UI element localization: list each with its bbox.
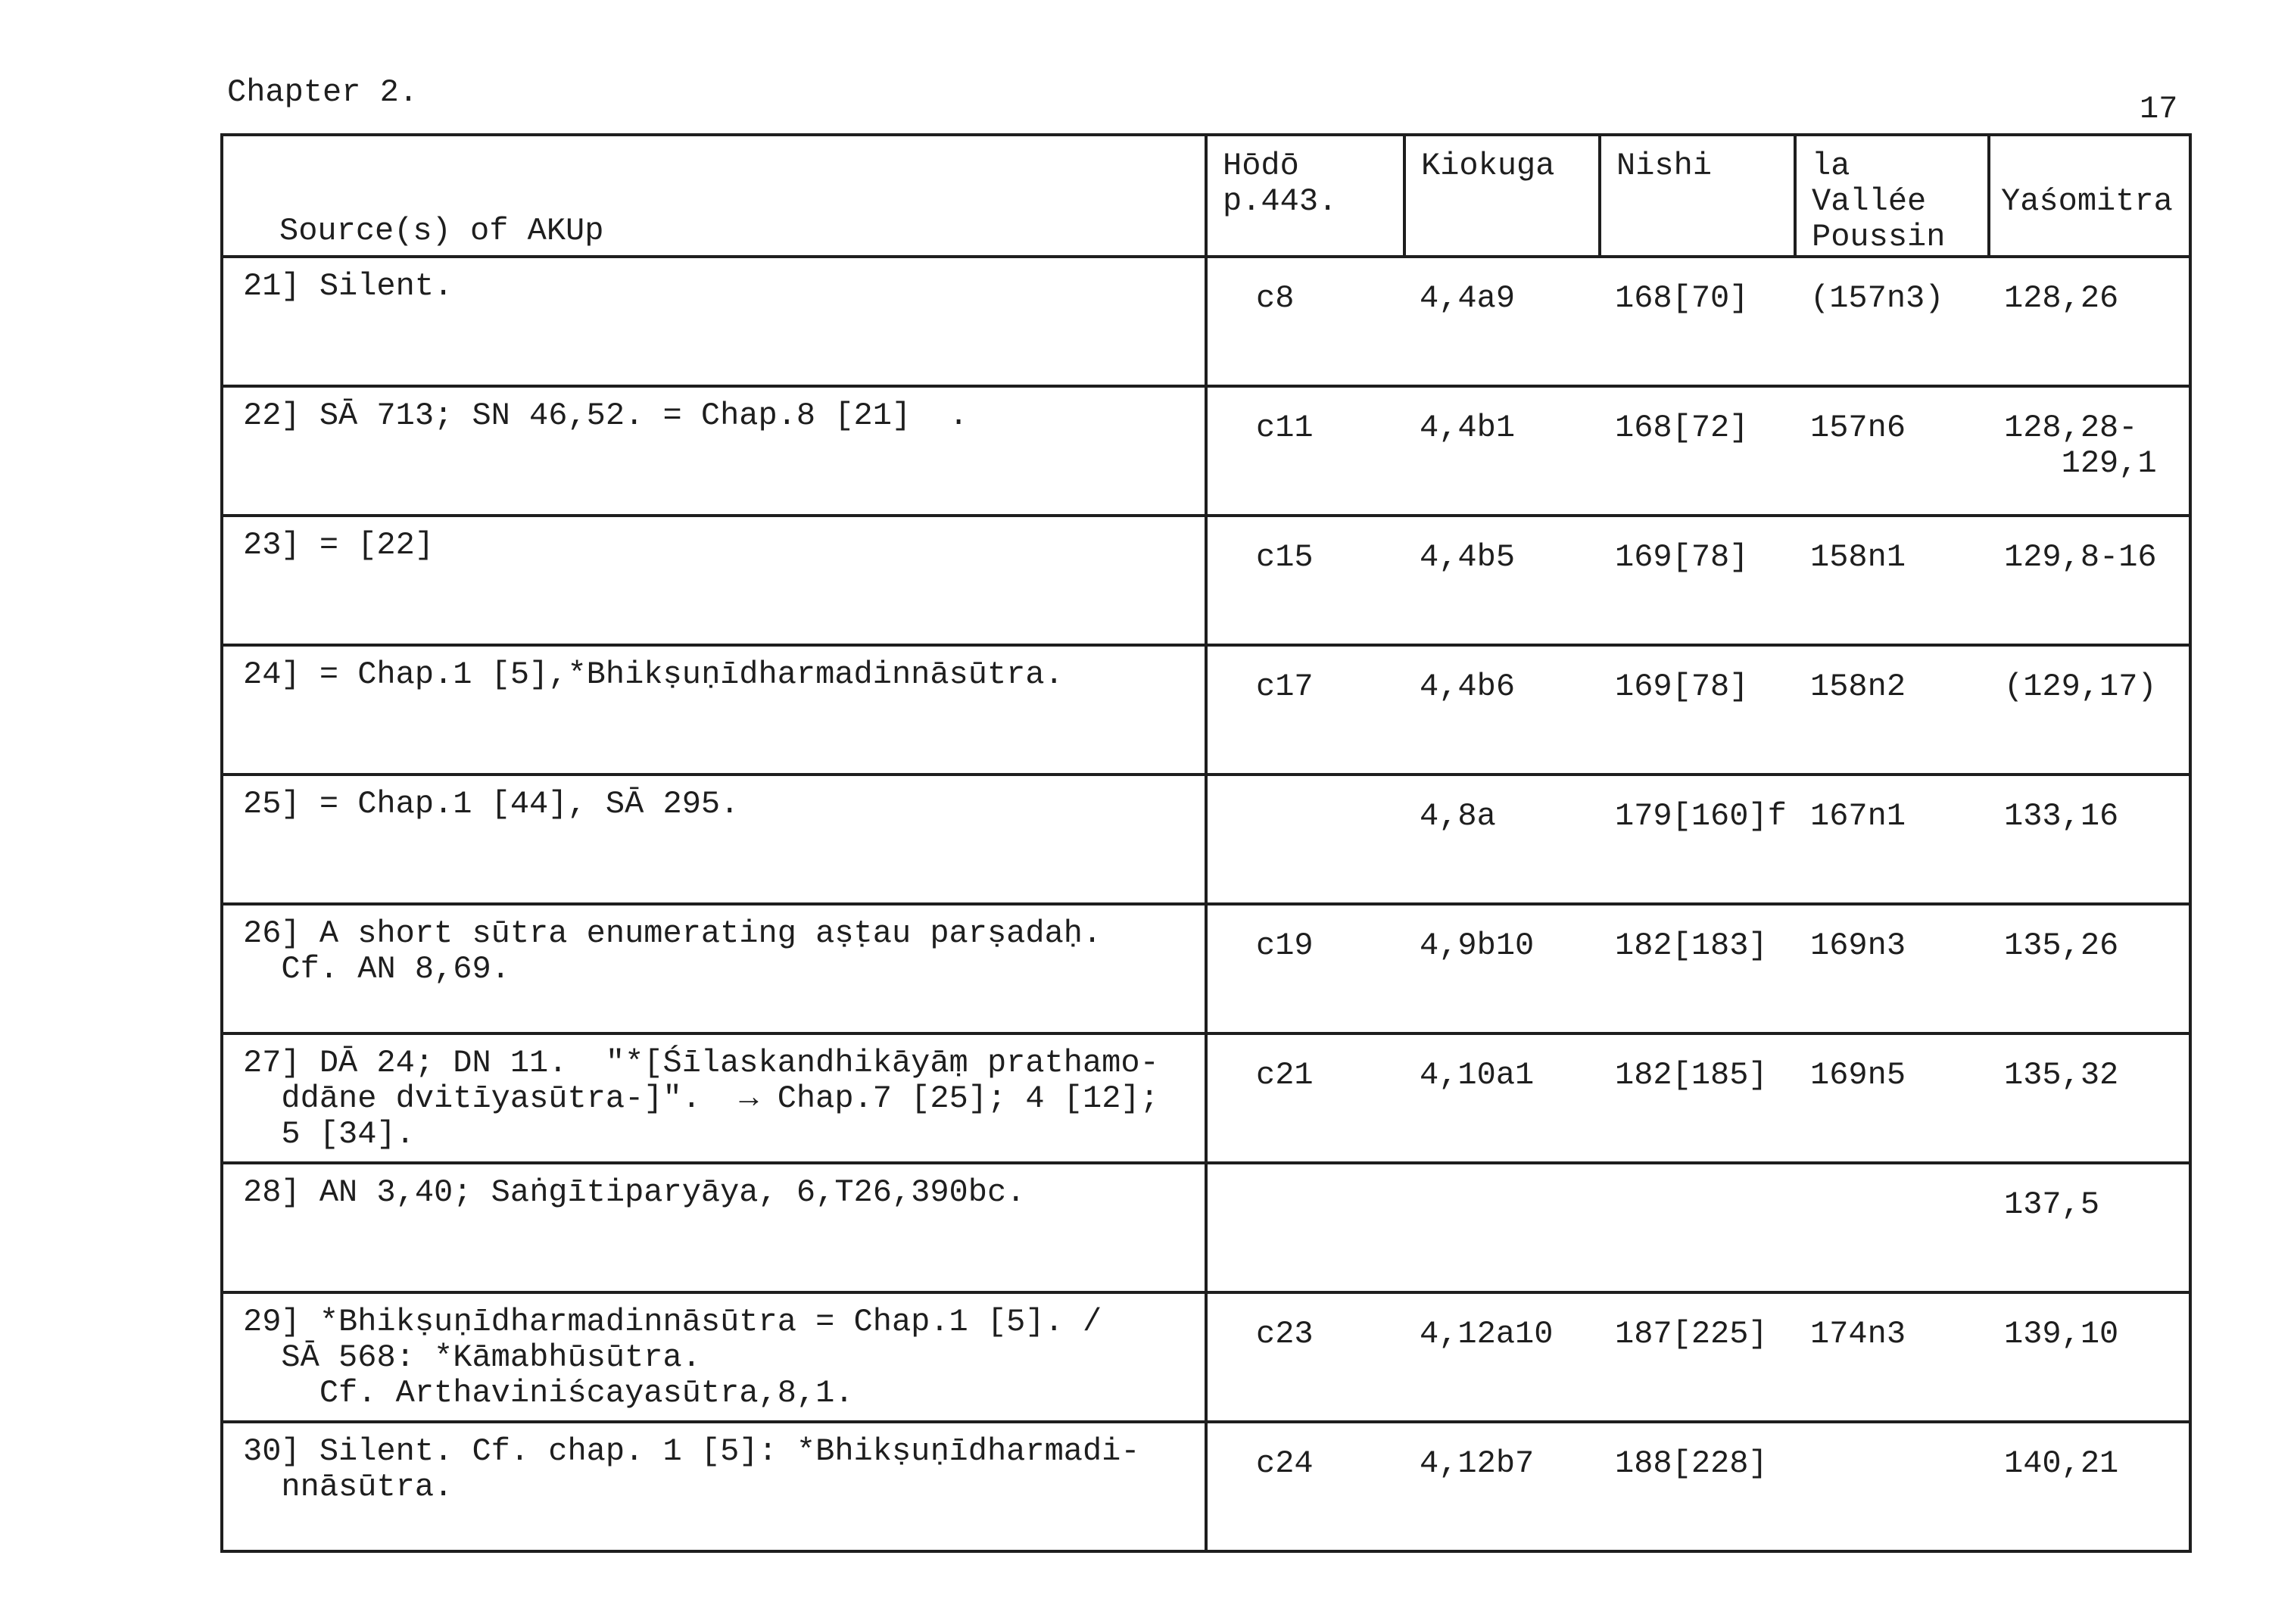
table-row <box>222 516 2190 645</box>
sources-table <box>220 133 2192 1553</box>
page-number: 17 <box>2140 91 2178 127</box>
cell-nishi: 179[160]f <box>1600 775 1795 904</box>
cell-nishi: 182[183] <box>1600 904 1795 1033</box>
cell-yasomitra: 137,5 <box>1989 1163 2190 1292</box>
cell-lavallee <box>1795 1163 1989 1292</box>
cell-nishi: 188[228] <box>1600 1422 1795 1551</box>
chapter-heading: Chapter 2. <box>227 74 419 111</box>
cell-lavallee: 158n1 <box>1795 516 1989 645</box>
cell-yasomitra: 133,16 <box>1989 775 2190 904</box>
cell-nishi: 182[185] <box>1600 1033 1795 1163</box>
column-header-yasomitra: Yaśomitra <box>1989 135 2190 257</box>
table-row <box>222 386 2190 516</box>
cell-yasomitra: 135,26 <box>1989 904 2190 1033</box>
cell-kiokuga: 4,4b1 <box>1404 386 1600 516</box>
cell-yasomitra: 128,28- 129,1 <box>1989 386 2190 516</box>
cell-nishi: 168[72] <box>1600 386 1795 516</box>
cell-source: 24] = Chap.1 [5],*Bhikṣuṇīdharmadinnāsūtra. <box>222 645 1206 775</box>
cell-hodo: c11 <box>1206 386 1404 516</box>
cell-nishi: 168[70] <box>1600 257 1795 386</box>
table-row <box>222 257 2190 386</box>
table-row <box>222 904 2190 1033</box>
table-row <box>222 1033 2190 1163</box>
cell-source: 23] = [22] <box>222 516 1206 645</box>
cell-source: 26] A short sūtra enumerating aṣṭau parṣadaḥ. Cf. AN 8,69. <box>222 904 1206 1033</box>
column-header-source: Source(s) of AKUp <box>222 135 1206 257</box>
cell-lavallee: 158n2 <box>1795 645 1989 775</box>
cell-hodo: c21 <box>1206 1033 1404 1163</box>
cell-hodo: c8 <box>1206 257 1404 386</box>
cell-kiokuga: 4,4b5 <box>1404 516 1600 645</box>
cell-kiokuga <box>1404 1163 1600 1292</box>
table-row <box>222 645 2190 775</box>
cell-yasomitra: 140,21 <box>1989 1422 2190 1551</box>
table-row <box>222 1163 2190 1292</box>
cell-kiokuga: 4,10a1 <box>1404 1033 1600 1163</box>
cell-source: 25] = Chap.1 [44], SĀ 295. <box>222 775 1206 904</box>
cell-yasomitra: 129,8-16 <box>1989 516 2190 645</box>
cell-source: 30] Silent. Cf. chap. 1 [5]: *Bhikṣuṇīdharmadi- nnāsūtra. <box>222 1422 1206 1551</box>
cell-source: 27] DĀ 24; DN 11. "*[Śīlaskandhikāyāṃ prathamo- ddāne dvitīyasūtra-]". → Chap.7 [25]; 4 [12]; 5 [34]. <box>222 1033 1206 1163</box>
cell-hodo: c17 <box>1206 645 1404 775</box>
cell-hodo: c15 <box>1206 516 1404 645</box>
cell-lavallee: 169n3 <box>1795 904 1989 1033</box>
cell-yasomitra: (129,17) <box>1989 645 2190 775</box>
cell-nishi: 169[78] <box>1600 645 1795 775</box>
cell-kiokuga: 4,9b10 <box>1404 904 1600 1033</box>
cell-yasomitra: 128,26 <box>1989 257 2190 386</box>
cell-hodo: c23 <box>1206 1292 1404 1422</box>
cell-source: 28] AN 3,40; Saṅgītiparyāya, 6,T26,390bc. <box>222 1163 1206 1292</box>
cell-kiokuga: 4,4b6 <box>1404 645 1600 775</box>
cell-hodo: c24 <box>1206 1422 1404 1551</box>
cell-source: 29] *Bhikṣuṇīdharmadinnāsūtra = Chap.1 [5]. / SĀ 568: *Kāmabhūsūtra. Cf. Arthaviniścayasūtra,8,1. <box>222 1292 1206 1422</box>
table-header-row <box>222 135 2190 257</box>
cell-nishi: 169[78] <box>1600 516 1795 645</box>
cell-lavallee: (157n3) <box>1795 257 1989 386</box>
cell-hodo: c19 <box>1206 904 1404 1033</box>
table-row <box>222 1292 2190 1422</box>
cell-source: 22] SĀ 713; SN 46,52. = Chap.8 [21] . <box>222 386 1206 516</box>
cell-hodo <box>1206 775 1404 904</box>
cell-kiokuga: 4,12a10 <box>1404 1292 1600 1422</box>
cell-kiokuga: 4,4a9 <box>1404 257 1600 386</box>
cell-nishi: 187[225] <box>1600 1292 1795 1422</box>
cell-yasomitra: 139,10 <box>1989 1292 2190 1422</box>
column-header-hodo: Hōdō p.443. <box>1206 135 1404 257</box>
cell-lavallee: 157n6 <box>1795 386 1989 516</box>
column-header-lavallee: la Vallée Poussin <box>1795 135 1989 257</box>
column-header-nishi: Nishi <box>1600 135 1795 257</box>
cell-nishi <box>1600 1163 1795 1292</box>
cell-yasomitra: 135,32 <box>1989 1033 2190 1163</box>
cell-hodo <box>1206 1163 1404 1292</box>
cell-source: 21] Silent. <box>222 257 1206 386</box>
cell-lavallee: 169n5 <box>1795 1033 1989 1163</box>
cell-lavallee: 174n3 <box>1795 1292 1989 1422</box>
cell-kiokuga: 4,12b7 <box>1404 1422 1600 1551</box>
cell-lavallee <box>1795 1422 1989 1551</box>
table-row <box>222 775 2190 904</box>
table-row <box>222 1422 2190 1551</box>
cell-lavallee: 167n1 <box>1795 775 1989 904</box>
column-header-kiokuga: Kiokuga <box>1404 135 1600 257</box>
cell-kiokuga: 4,8a <box>1404 775 1600 904</box>
table-body <box>222 257 2190 1551</box>
